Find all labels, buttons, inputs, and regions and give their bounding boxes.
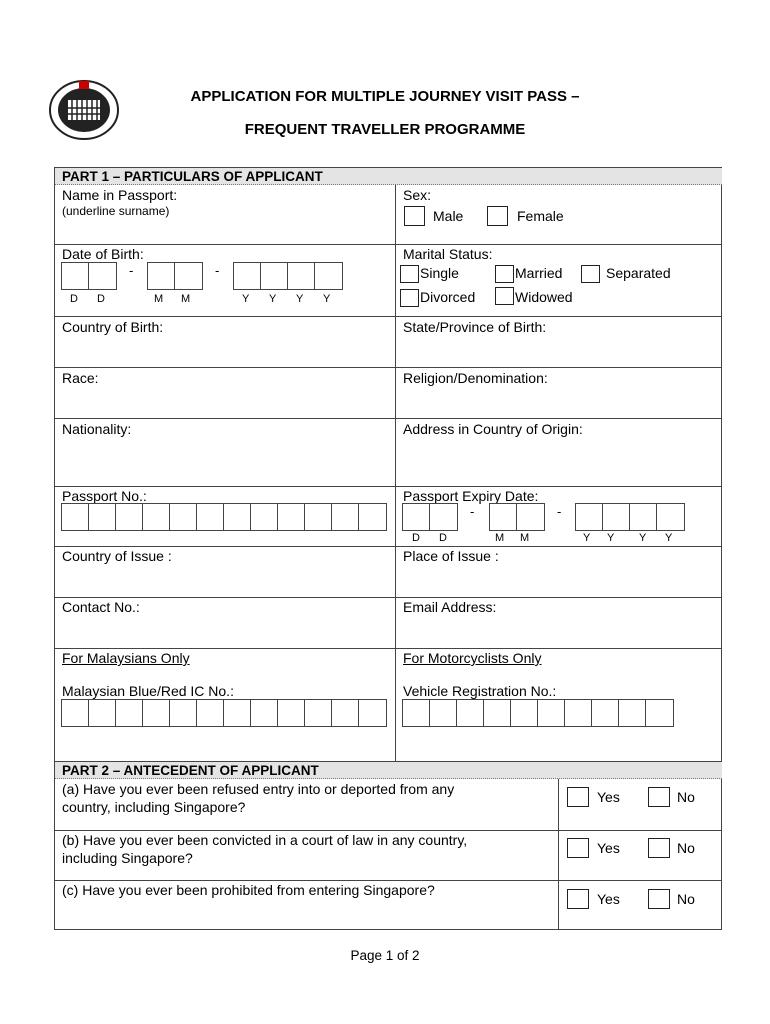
dob-y-hint: Y [269,293,277,305]
expiry-y-hint: Y [583,532,591,544]
row-divider [55,367,722,368]
row-divider [55,418,722,419]
marital-divorced-label: Divorced [420,289,476,305]
marital-separated-label: Separated [606,265,671,281]
dob-y-hint: Y [323,293,331,305]
dob-m-hint: M [181,293,191,305]
row-divider [55,316,722,317]
race-label: Race: [62,370,99,386]
form-title-line1: APPLICATION FOR MULTIPLE JOURNEY VISIT PASS – [190,88,580,105]
part1-heading: PART 1 – PARTICULARS OF APPLICANT [55,168,722,185]
marital-widowed-checkbox[interactable] [495,287,514,305]
question-a-yes-checkbox[interactable] [567,787,589,807]
page-number: Page 1 of 2 [350,948,420,963]
application-form [54,167,722,930]
row-divider [55,244,722,245]
question-a-yes-label: Yes [597,789,620,805]
underline-surname-note: (underline surname) [62,204,170,218]
name-in-passport-label: Name in Passport: [62,187,178,203]
marital-widowed-label: Widowed [515,289,573,305]
question-c-no-label: No [677,891,695,907]
question-c-no-checkbox[interactable] [648,889,670,909]
dob-d-hint: D [97,293,105,305]
row-divider [55,546,722,547]
column-divider [395,185,396,761]
expiry-m-hint: M [520,532,530,544]
question-c-yes-label: Yes [597,891,620,907]
place-of-issue-label: Place of Issue : [403,548,499,564]
dob-d-hint: D [70,293,78,305]
question-b-line2: including Singapore? [62,850,193,866]
expiry-year-boxes[interactable] [575,503,685,531]
dob-month-boxes[interactable] [147,262,203,290]
row-divider [55,597,722,598]
sex-female-checkbox[interactable] [487,206,508,226]
expiry-d-hint: D [412,532,420,544]
expiry-d-hint: D [439,532,447,544]
ic-no-boxes[interactable] [61,699,387,727]
expiry-y-hint: Y [665,532,673,544]
motorcyclists-only-heading: For Motorcyclists Only [403,650,542,666]
question-a-no-checkbox[interactable] [648,787,670,807]
dob-m-hint: M [154,293,164,305]
address-origin-label: Address in Country of Origin: [403,421,583,437]
date-of-birth-label: Date of Birth: [62,246,144,262]
email-label: Email Address: [403,599,497,615]
question-b-yes-label: Yes [597,840,620,856]
form-title-line2: FREQUENT TRAVELLER PROGRAMME [244,121,526,138]
dob-year-boxes[interactable] [233,262,343,290]
question-b-line1: (b) Have you ever been convicted in a court of law in any country, [62,832,468,848]
contact-no-label: Contact No.: [62,599,140,615]
dob-dash: - [129,263,134,278]
malaysians-only-heading: For Malaysians Only [62,650,190,666]
expiry-y-hint: Y [639,532,647,544]
ic-no-label: Malaysian Blue/Red IC No.: [62,683,234,699]
dob-day-boxes[interactable] [61,262,117,290]
religion-label: Religion/Denomination: [403,370,548,386]
sex-female-label: Female [517,208,564,224]
country-of-birth-label: Country of Birth: [62,319,164,335]
row-divider [55,648,722,649]
passport-no-boxes[interactable] [61,503,387,531]
state-of-birth-label: State/Province of Birth: [403,319,547,335]
expiry-month-boxes[interactable] [489,503,545,531]
row-divider [55,486,722,487]
sex-male-checkbox[interactable] [404,206,425,226]
marital-separated-checkbox[interactable] [581,265,600,283]
expiry-dash: - [470,504,475,519]
part2-heading: PART 2 – ANTECEDENT OF APPLICANT [55,762,722,779]
passport-no-label: Passport No.: [62,488,147,504]
question-a-line1: (a) Have you ever been refused entry into or deported from any [62,781,455,797]
question-b-yes-checkbox[interactable] [567,838,589,858]
question-c-line1: (c) Have you ever been prohibited from entering Singapore? [62,882,435,898]
sex-label: Sex: [403,187,432,203]
question-a-no-label: No [677,789,695,805]
dob-y-hint: Y [242,293,250,305]
country-of-issue-label: Country of Issue : [62,548,172,564]
expiry-day-boxes[interactable] [402,503,458,531]
marital-single-label: Single [420,265,459,281]
vehicle-reg-label: Vehicle Registration No.: [403,683,557,699]
expiry-y-hint: Y [607,532,615,544]
marital-married-checkbox[interactable] [495,265,514,283]
nationality-label: Nationality: [62,421,132,437]
marital-married-label: Married [515,265,563,281]
sex-male-label: Male [433,208,464,224]
dob-dash: - [215,263,220,278]
row-divider [55,880,722,881]
dob-y-hint: Y [296,293,304,305]
question-a-line2: country, including Singapore? [62,799,246,815]
passport-expiry-label: Passport Expiry Date: [403,488,539,504]
question-b-no-checkbox[interactable] [648,838,670,858]
marital-single-checkbox[interactable] [400,265,419,283]
question-b-no-label: No [677,840,695,856]
row-divider [55,830,722,831]
expiry-m-hint: M [495,532,505,544]
expiry-dash: - [557,504,562,519]
marital-status-label: Marital Status: [403,246,493,262]
vehicle-reg-boxes[interactable] [402,699,674,727]
marital-divorced-checkbox[interactable] [400,289,419,307]
answer-column-divider [558,779,559,930]
question-c-yes-checkbox[interactable] [567,889,589,909]
